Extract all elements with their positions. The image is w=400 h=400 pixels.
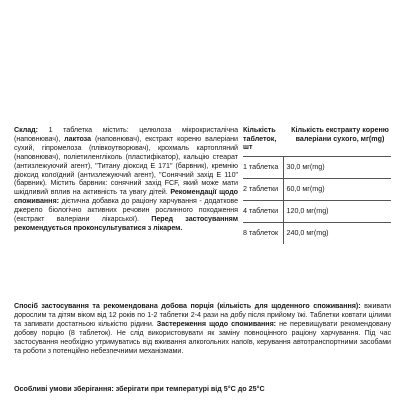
- row-count: 4 таблетки: [243, 200, 283, 222]
- usage-paragraph: [14, 302, 391, 355]
- row-amount: 60,0 мг(mg): [283, 178, 391, 200]
- dosage-table-header: [243, 126, 391, 156]
- warnings-text: не перевищувати рекомендовану добову порцію (8 таблеток). Не слід використовувати як заміну повноцінного раціону харчування. Під час застосування необхідно утримуватись від вживання алкогольних напоїв, керування автотранспортними засобами та роботи з потенційно небезпечними механізмами.: [14, 319, 391, 355]
- recommendations-text: дієтична добавка до раціону харчування - додаткове джерело біологічно активних речовин рослинного походження (екстракт валеріани лікарської).: [14, 197, 238, 224]
- usage-label: Спосіб застосування та рекомендована добова порція (кількість для щоденного споживання):: [14, 302, 361, 310]
- lactose-text: лактоза: [64, 134, 91, 143]
- composition-label: Склад:: [14, 126, 38, 134]
- table-row: [243, 156, 391, 178]
- storage-conditions: Особливі умови зберігання: зберігати при температурі від 5°С до 25°С: [14, 385, 265, 393]
- dosage-table: [243, 126, 391, 244]
- composition-text-part1: 1 таблетка містить: целюлоза мікрокристалічна (наповнювач),: [14, 126, 238, 143]
- row-count: 8 таблеток: [243, 222, 283, 244]
- usage-instructions: вживати дорослим та дітям віком від 12 років по 1-2 таблетки 2-4 рази на добу після прийому їжі. Таблетки ковтати цілими та запивати достатньою кількістю рідини.: [14, 302, 391, 328]
- composition-text: [14, 126, 238, 233]
- row-amount: 120,0 мг(mg): [283, 200, 391, 222]
- composition-text-part2: (наповнювач), екстракт кореню валеріани сухий, гіпромелоза (плівкоутворювач), крохмаль картопляний (наповнювач), поліетиленгліколь (пластифікатор), кальцію стеарат (антизлежуючий агент), "Титану діоксид Е 171" (барвник), кремнію діоксид колоїдний (антизлежуючий агент), "Сонячний захід Е 110" (барвник). Містить барвник: сонячний захід FCF, який може мати шкідливий вплив на активність та увагу дітей.: [14, 134, 238, 197]
- header-tablet-count: Кількість таблеток, шт: [243, 126, 277, 152]
- table-row: [243, 178, 391, 200]
- table-row: [243, 200, 391, 222]
- row-amount: 30,0 мг(mg): [283, 156, 391, 178]
- usage-text: [14, 302, 391, 355]
- row-amount: 240,0 мг(mg): [283, 222, 391, 244]
- header-extract-amount: Кількість екстракту кореню валеріани сухого, мг(mg): [291, 126, 389, 143]
- recommendations-label: Рекомендації щодо споживання:: [14, 188, 238, 206]
- table-row: [243, 222, 391, 244]
- row-count: 2 таблетки: [243, 178, 283, 200]
- warnings-label: Застереження щодо споживання:: [156, 319, 277, 328]
- row-count: 1 таблетка: [243, 156, 283, 178]
- consult-warning: Перед застосуванням рекомендується проконсультуватися з лікарем.: [14, 215, 238, 232]
